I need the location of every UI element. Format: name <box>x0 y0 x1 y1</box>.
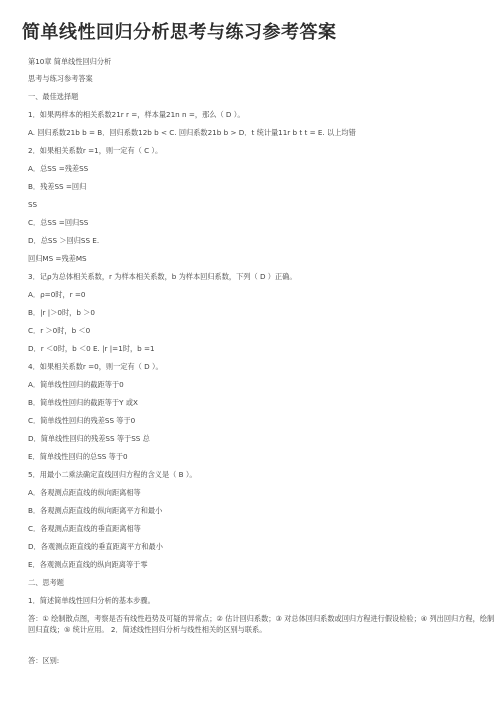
option-line: D．r ＜0时，b ＜0 E. |r |=1时，b =1 <box>28 344 155 353</box>
option-line: C．简单线性回归的残差SS 等于0 <box>28 416 136 425</box>
option-line: E．简单线性回归的总SS 等于0 <box>28 452 128 461</box>
option-line: D．简单线性回归的残差SS 等于SS 总 <box>28 434 150 443</box>
question-5: 5．用最小二乘法确定直线回归方程的含义是（ B ）。 <box>28 470 197 479</box>
option-line: B．简单线性回归的截距等于Y 或X <box>28 398 138 407</box>
option-line: A．简单线性回归的截距等于0 <box>28 380 124 389</box>
question-4: 4．如果相关系数r =0，则一定有（ D ）。 <box>28 362 163 371</box>
discussion-question-1: 1．简述简单线性回归分析的基本步骤。 <box>28 596 155 605</box>
option-line: B．各观测点距直线的纵向距离平方和最小 <box>28 506 163 515</box>
option-line: SS <box>28 200 38 209</box>
option-line: A．ρ=0时，r =0 <box>28 290 86 299</box>
option-line: D．各观测点距直线的垂直距离平方和最小 <box>28 542 163 551</box>
answer-paragraph: 答：① 绘制散点图，考察是否有线性趋势及可疑的异常点；② 估计回归系数；③ 对总体回归系数或回归方程进行假设检验；④ 列出回归方程，绘制回归直线；⑤ 统计应用。 2．简述线性回归分析与线性相关的区别与联系。 <box>28 614 495 634</box>
option-line: C．总SS =回归SS <box>28 218 89 227</box>
subheading: 思考与练习参考答案 <box>28 74 93 83</box>
option-line: E．各观测点距直线的纵向距离等于零 <box>28 560 148 569</box>
section-heading: 二、思考题 <box>28 578 64 587</box>
option-line: 回归MS =残差MS <box>28 254 87 263</box>
question-1: 1．如果两样本的相关系数21r r =，样本量21n n =，那么（ D ）。 <box>28 110 245 119</box>
section-heading: 一、最佳选择题 <box>28 92 79 101</box>
question-2: 2．如果相关系数r =1，则一定有（ C ）。 <box>28 146 163 155</box>
option-line: D．总SS ＞回归SS E. <box>28 236 100 245</box>
option-line: C．r ＞0时，b ＜0 <box>28 326 91 335</box>
question-3: 3．记ρ为总体相关系数，r 为样本相关系数，b 为样本回归系数，下列（ D ）正确。 <box>28 272 297 281</box>
page-title: 简单线性回归分析思考与练习参考答案 <box>22 22 337 43</box>
option-line: A．各观测点距直线的纵向距离相等 <box>28 488 141 497</box>
question-1-options: A. 回归系数21b b = B．回归系数12b b < C. 回归系数21b b > D．t 统计量11r b t t = E. 以上均错 <box>28 128 356 137</box>
option-line: B．残差SS =回归 <box>28 182 87 191</box>
answer-line: 答：区别: <box>28 656 60 665</box>
chapter-heading: 第10章 简单线性回归分析 <box>28 57 112 66</box>
option-line: C．各观测点距直线的垂直距离相等 <box>28 524 141 533</box>
option-line: B．|r |＞0时，b ＞0 <box>28 308 95 317</box>
option-line: A．总SS =残差SS <box>28 164 89 173</box>
